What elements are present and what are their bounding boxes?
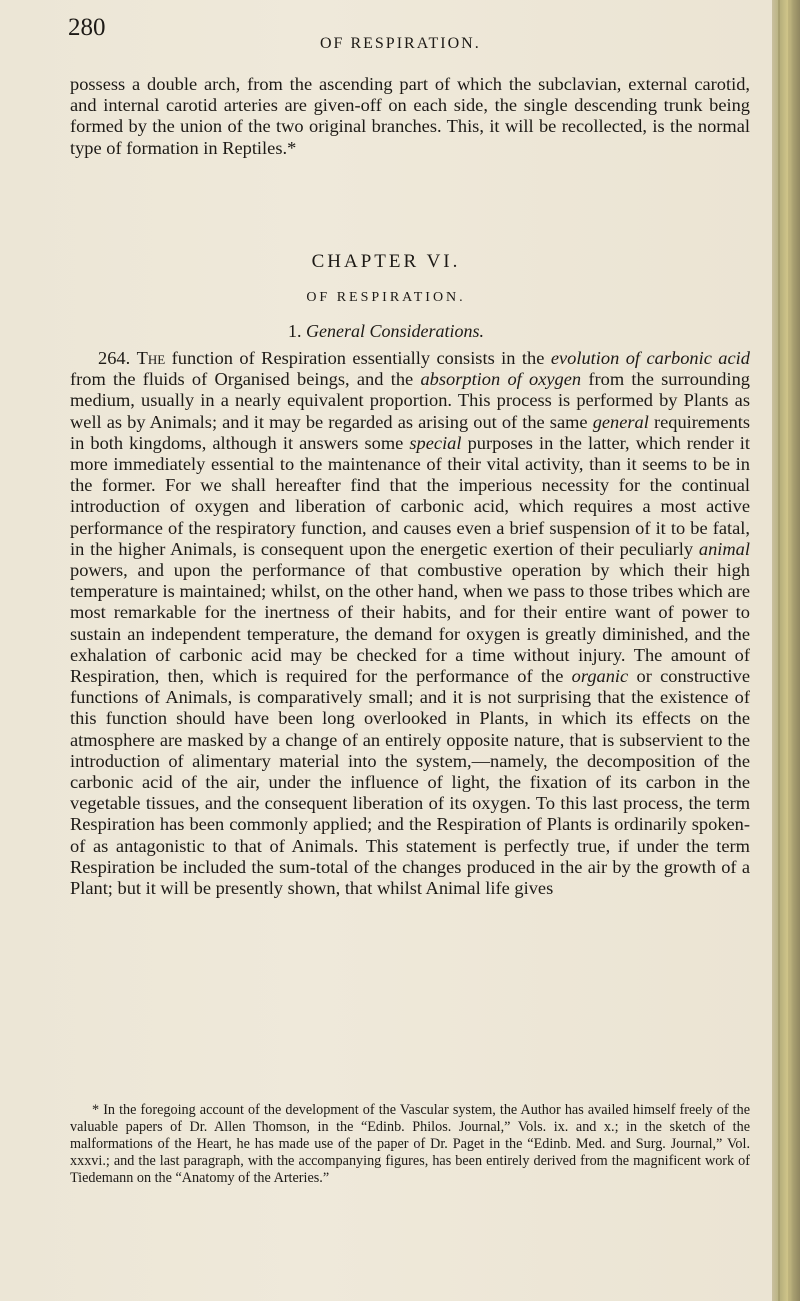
text-run: from the surrounding medium, usually in a nearly equivalent proportion. This process is performed by Plants as well as by Animals; and it may be regarded as arising out of the same — [70, 369, 751, 432]
paragraph-lead: The — [136, 348, 166, 368]
text-run: or constructive functions of Animals, is comparatively small; and it is not surprising that the existence of this function should have been long overlooked in Plants, in which its effects on the atmosphere are masked by a change of an entirely opposite nature, that is subservient to the introduction of alimentary material into the system,—namely, the decomposition of the carbonic acid of the air, under the influence of light, the fixation of its carbon in the vegetable tissues, and the consequent liberation of its oxygen. To this last process, the term Respiration has been commonly applied; and the Respiration of Plants is ordinarily spoken-of as antagonistic to that of Animals. This statement is perfectly true, if under the term Respiration be included the sum-total of the changes produced in the air by the growth of a Plant; but it will be presently shown, that whilst Animal life gives — [70, 666, 750, 899]
paragraph-number: 264. — [98, 348, 131, 368]
edge-line — [778, 0, 780, 1301]
page-edge-decoration — [772, 0, 800, 1301]
emphasis: special — [409, 432, 462, 453]
emphasis: organic — [571, 666, 629, 687]
emphasis: evolution of carbonic acid — [550, 348, 750, 368]
emphasis: absorption of oxygen — [420, 369, 582, 390]
section-heading — [0, 321, 772, 342]
main-paragraph — [70, 348, 750, 899]
running-head: OF RESPIRATION. — [320, 35, 481, 52]
top-paragraph-block — [70, 74, 750, 159]
chapter-title: CHAPTER VI. — [311, 251, 461, 272]
text-run: function of Respiration essentially consists in the — [171, 348, 545, 368]
edge-line — [788, 0, 790, 1301]
emphasis: general — [592, 411, 649, 432]
footnote-block — [70, 1102, 750, 1187]
emphasis: animal — [698, 538, 750, 559]
text-run: powers, and upon the performance of that combustive operation by which their high temperature is maintained; whilst, on the other hand, when we pass to those tribes which are most remarkable for the inertness of their habits, and for their entire want of power to sustain an independent temperature, the demand for oxygen is greatly diminished, and the exhalation of carbonic acid may be checked for a time without injury. The amount of Respiration, then, which is required for the performance of the — [70, 560, 750, 687]
main-paragraph-block — [70, 348, 750, 899]
footnote: * In the foregoing account of the development of the Vascular system, the Author has availed himself freely of the valuable papers of Dr. Allen Thomson, in the “Edinb. Philos. Journal,” Vols. ix. and x.; in the sketch of the malformations of the Heart, he has made use of the paper of Dr. Paget in the “Edinb. Med. and Surg. Journal,” Vol. xxxvi.; and the last paragraph, with the accompanying figures, has been entirely derived from the magnificent work of Tiedemann on the “Anatomy of the Arteries.” — [70, 1102, 750, 1186]
section-number: 1. — [288, 321, 302, 341]
text-run: from the fluids of Organised beings, and the — [70, 369, 414, 390]
text-run: requirements in both kingdoms, although it answers some — [70, 411, 750, 453]
top-paragraph: possess a double arch, from the ascending part of which the subclavian, external carotid, and internal carotid arteries are given-off on each side, the single descending trunk being formed by the union of the two original branches. This, it will be recollected, is the normal type of formation in Reptiles.* — [70, 74, 750, 158]
chapter-subtitle: OF RESPIRATION. — [306, 290, 466, 305]
text-run: purposes in the latter, which render it more immediately essential to the maintenance of their vital activity, than it seems to be in the former. For we shall hereafter find that the imperious necessity for the continual introduction of oxygen and liberation of carbonic acid, which requires a most active performance of the respiratory function, and causes even a brief suspension of it to be fatal, in the higher Animals, is consequent upon the energetic exertion of their peculiarly — [70, 432, 750, 559]
page-number: 280 — [68, 14, 106, 41]
section-title: General Considerations. — [306, 321, 484, 341]
